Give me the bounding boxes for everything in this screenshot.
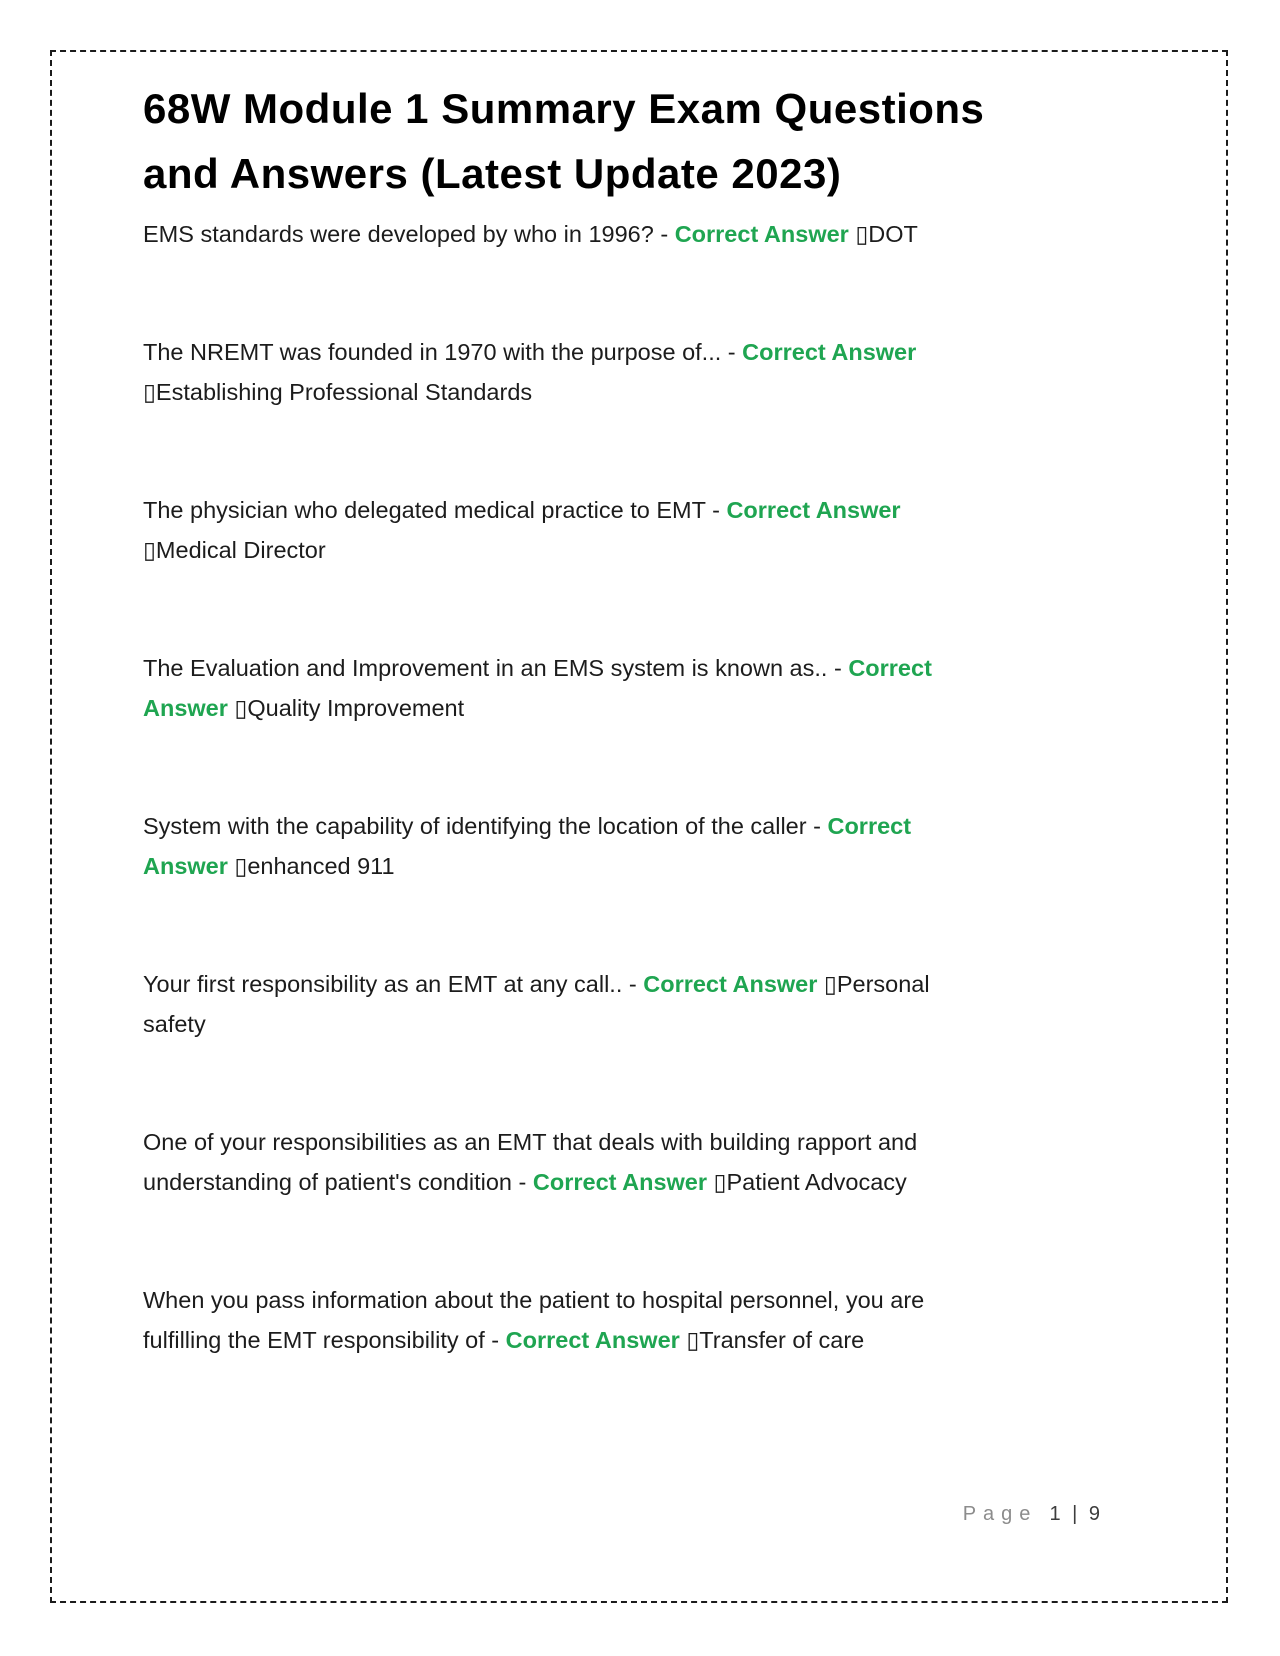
qa-text: ▯enhanced 911 — [227, 853, 395, 879]
correct-answer-label: Correct Answer — [742, 339, 917, 365]
qa-line — [143, 1162, 1143, 1202]
qa-text: The physician who delegated medical practice to EMT - — [143, 497, 727, 523]
qa-line — [143, 648, 1143, 688]
qa-text: One of your responsibilities as an EMT that deals with building rapport and — [143, 1129, 918, 1155]
correct-answer-label: Correct — [827, 813, 912, 839]
qa-text: System with the capability of identifying the location of the caller - — [143, 813, 828, 839]
qa-text: ▯DOT — [848, 221, 918, 247]
qa-line — [143, 372, 1143, 412]
qa-item — [143, 1280, 1143, 1360]
correct-answer-label: Correct Answer — [532, 1169, 708, 1195]
qa-line — [143, 1004, 1143, 1044]
page-word: Page — [962, 1503, 1038, 1525]
qa-text: Your first responsibility as an EMT at any call.. - — [143, 971, 644, 997]
correct-answer-label: Answer — [143, 695, 228, 721]
qa-line — [143, 332, 1143, 372]
qa-text: ▯Patient Advocacy — [707, 1169, 907, 1195]
qa-item — [143, 964, 1143, 1044]
qa-item — [143, 648, 1143, 728]
qa-text: ▯Medical Director — [143, 537, 326, 563]
qa-line — [143, 1122, 1143, 1162]
qa-text: EMS standards were developed by who in 1996? - — [143, 221, 675, 247]
qa-list — [143, 214, 1143, 1360]
qa-line — [143, 1280, 1143, 1320]
qa-text: fulfilling the EMT responsibility of - — [143, 1327, 506, 1353]
qa-item — [143, 332, 1143, 412]
qa-text: ▯Establishing Professional Standards — [143, 379, 533, 405]
qa-item — [143, 1122, 1143, 1202]
qa-line — [143, 530, 1143, 570]
qa-line — [143, 214, 1143, 254]
title-line: 68W Module 1 Summary Exam Questions — [143, 85, 985, 132]
qa-item — [143, 214, 1143, 254]
page-number: 1 | 9 — [1049, 1503, 1103, 1525]
qa-text: When you pass information about the patient to hospital personnel, you are — [143, 1287, 925, 1313]
document-page — [143, 60, 1143, 1438]
qa-text: ▯Quality Improvement — [227, 695, 465, 721]
correct-answer-label: Correct Answer — [505, 1327, 680, 1353]
qa-text: The NREMT was founded in 1970 with the purpose of... - — [143, 339, 743, 365]
correct-answer-label: Answer — [143, 853, 228, 879]
qa-text: safety — [143, 1011, 206, 1037]
qa-line — [143, 846, 1143, 886]
qa-text: ▯Personal — [817, 971, 930, 997]
qa-line — [143, 806, 1143, 846]
qa-line — [143, 964, 1143, 1004]
page-footer — [963, 1503, 1103, 1526]
correct-answer-label: Correct Answer — [726, 497, 901, 523]
qa-line — [143, 490, 1143, 530]
qa-text: ▯Transfer of care — [679, 1327, 865, 1353]
qa-text: understanding of patient's condition - — [143, 1169, 533, 1195]
qa-line — [143, 688, 1143, 728]
qa-text: The Evaluation and Improvement in an EMS system is known as.. - — [143, 655, 849, 681]
correct-answer-label: Correct — [848, 655, 932, 681]
title-line: and Answers (Latest Update 2023) — [143, 150, 842, 197]
qa-item — [143, 490, 1143, 570]
correct-answer-label: Correct Answer — [674, 221, 849, 247]
qa-line — [143, 1320, 1143, 1360]
document-title — [143, 76, 1143, 206]
correct-answer-label: Correct Answer — [643, 971, 818, 997]
qa-item — [143, 806, 1143, 886]
